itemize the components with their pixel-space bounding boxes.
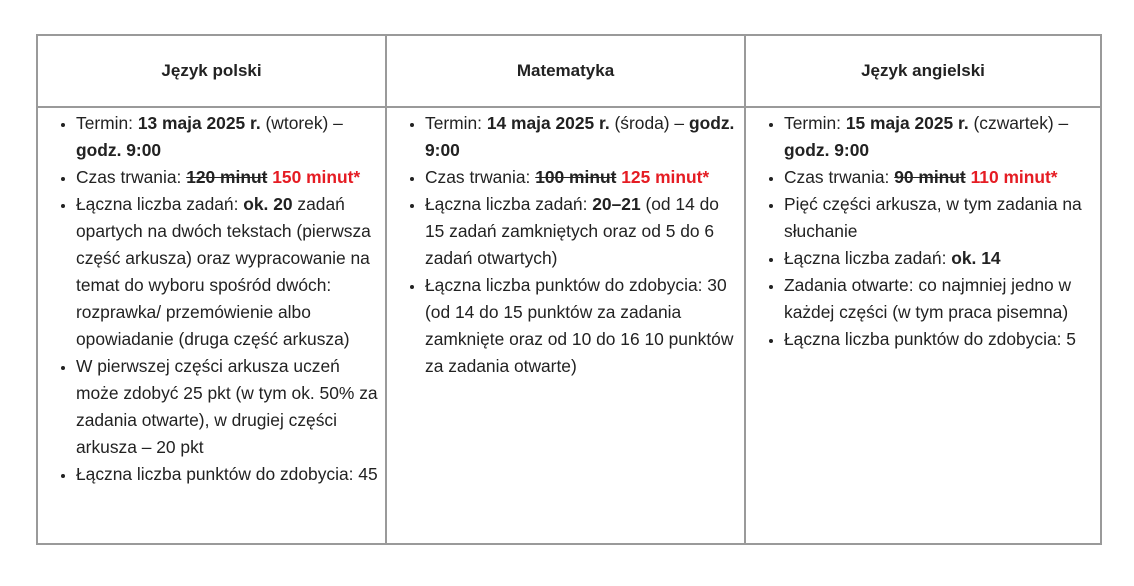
list-item-termin	[425, 110, 738, 164]
termin-day: (wtorek) –	[265, 113, 343, 133]
list-item-zadania	[784, 245, 1094, 272]
zadania-label: Łączna liczba zadań:	[425, 194, 588, 214]
czas-label: Czas trwania:	[76, 167, 182, 187]
header-jezyk-polski: Język polski	[37, 35, 386, 107]
czas-label: Czas trwania:	[425, 167, 531, 187]
zadania-description: (od 14 do 15 zadań zamkniętych oraz od 5 do 6 zadań otwartych)	[425, 194, 719, 268]
termin-time: godz. 9:00	[425, 113, 735, 160]
zadania-value: ok. 14	[951, 248, 1001, 268]
zadania-label: Łączna liczba zadań:	[784, 248, 947, 268]
termin-day: (środa) –	[614, 113, 685, 133]
header-matematyka: Matematyka	[386, 35, 745, 107]
termin-date: 14 maja 2025 r.	[486, 113, 610, 133]
list-item-otwarte: • Zadania otwarte: co najmniej jedno w każdej części (w tym praca pisemna)	[784, 272, 1094, 326]
termin-time: godz. 9:00	[76, 140, 162, 160]
list-item-zadania	[76, 191, 379, 353]
zadania-label: Łączna liczba zadań:	[76, 194, 239, 214]
list-item-czas	[76, 164, 379, 191]
zadania-value: 20–21	[592, 194, 641, 214]
termin-label: Termin:	[784, 113, 842, 133]
punkty-value: 45	[358, 464, 378, 484]
punkty-label: Łączna liczba punktów do zdobycia:	[76, 464, 354, 484]
list-item-punkty	[425, 272, 738, 380]
punkty-label: Łączna liczba punktów do zdobycia:	[784, 329, 1062, 349]
details-list-polski	[46, 110, 379, 488]
list-item-punkty	[784, 326, 1094, 353]
list-item-czas	[425, 164, 738, 191]
header-jezyk-angielski: Język angielski	[745, 35, 1101, 107]
czas-label: Czas trwania:	[784, 167, 890, 187]
zadania-description: zadań opartych na dwóch tekstach (pierwsza część arkusza) oraz wypracowanie na temat do wyboru spośród dwóch: rozprawka/ przemówienie albo opowiadanie (druga część arkusza)	[76, 194, 371, 349]
list-item-zadania	[425, 191, 738, 272]
termin-date: 15 maja 2025 r.	[845, 113, 969, 133]
list-item-czesci: • Pięć części arkusza, w tym zadania na słuchanie	[784, 191, 1094, 245]
list-item-termin	[76, 110, 379, 164]
details-list-angielski	[754, 110, 1094, 353]
list-item-punkty	[76, 461, 379, 488]
czas-new-value: 150 minut*	[272, 167, 361, 187]
termin-time: godz. 9:00	[784, 140, 870, 160]
list-item-czas	[784, 164, 1094, 191]
termin-day: (czwartek) –	[973, 113, 1069, 133]
punkty-value: 30 (od 14 do 15 punktów za zadania zamknięte oraz od 10 do 16 10 punktów za zadania otwarte)	[425, 275, 734, 376]
details-row	[37, 107, 1101, 544]
cell-jezyk-polski	[37, 107, 386, 544]
header-row	[37, 35, 1101, 107]
termin-date: 13 maja 2025 r.	[137, 113, 261, 133]
czas-old-value: 120 minut	[186, 167, 268, 187]
details-list-matematyka	[395, 110, 738, 380]
zadania-value: ok. 20	[243, 194, 293, 214]
czas-old-value: 90 minut	[894, 167, 966, 187]
cell-jezyk-angielski	[745, 107, 1101, 544]
czas-old-value: 100 minut	[535, 167, 617, 187]
termin-label: Termin:	[76, 113, 134, 133]
punkty-value: 5	[1066, 329, 1076, 349]
termin-label: Termin:	[425, 113, 483, 133]
czas-new-value: 125 minut*	[621, 167, 710, 187]
list-item-termin	[784, 110, 1094, 164]
exam-schedule-table	[36, 34, 1102, 545]
punkty-label: Łączna liczba punktów do zdobycia:	[425, 275, 703, 295]
list-item-punkty-czesci: • W pierwszej części arkusza uczeń może zdobyć 25 pkt (w tym ok. 50% za zadania otwarte), w drugiej części arkusza – 20 pkt	[76, 353, 379, 461]
czas-new-value: 110 minut*	[970, 167, 1058, 187]
cell-matematyka	[386, 107, 745, 544]
